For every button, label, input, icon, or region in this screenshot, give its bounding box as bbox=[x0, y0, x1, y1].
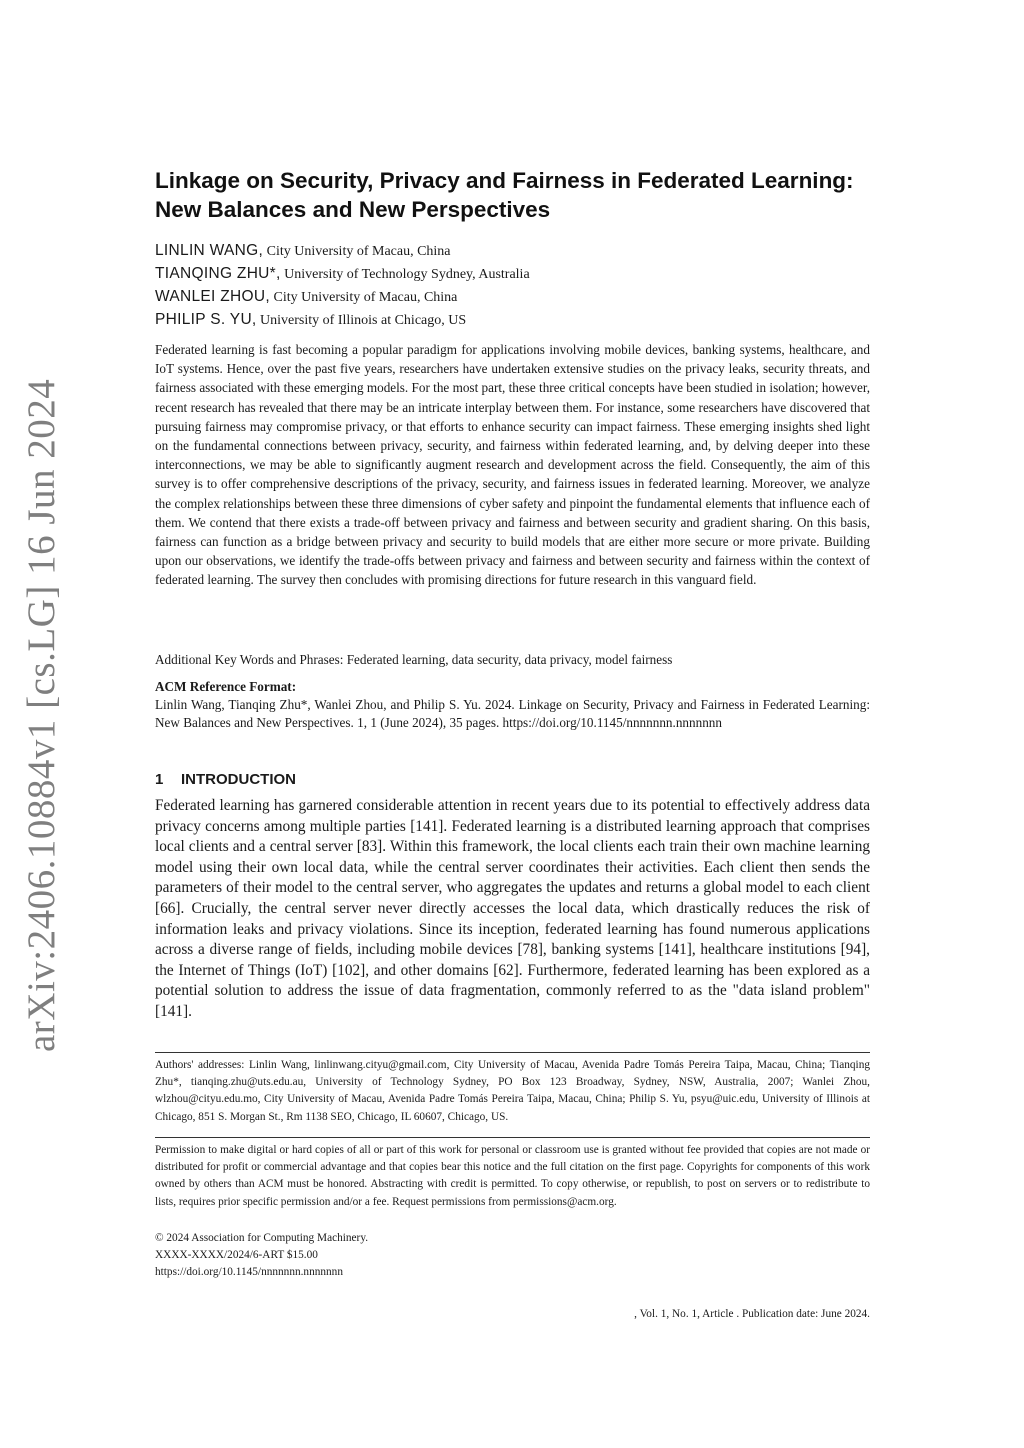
permissions-notice: Permission to make digital or hard copies of all or part of this work for personal or classroom use is granted without fee provided that copies are not made or distributed for profit or commercial advantage and that copies bear this notice and the full citation on the first page. Copyrights for components of this work owned by others than ACM must be honored. Abstracting with credit is permitted. To copy otherwise, or republish, to post on servers or to redistribute to lists, requires prior specific permission and/or a fee. Request permissions from permissions@acm.org. bbox=[155, 1144, 870, 1208]
section-title: INTRODUCTION bbox=[181, 771, 296, 788]
author-entry bbox=[155, 240, 870, 263]
page-footer: , Vol. 1, No. 1, Article . Publication date: June 2024. bbox=[634, 1308, 870, 1320]
section-heading bbox=[155, 771, 870, 788]
paper-title-line-2: New Balances and New Perspectives bbox=[155, 197, 551, 222]
introduction-paragraph: Federated learning has garnered considerable attention in recent years due to its potential to effectively address data privacy concerns among multiple parties [141]. Federated learning is a distributed learning approach that comprises local clients and a central server [83]. Within this framework, the local clients each train their own machine learning model using their own local data, while the central server coordinates their activities. Each client then sends the parameters of their model to the central server, who aggregates the updates and returns a global model to each client [66]. Crucially, the central server never directly accesses the local data, which drastically reduces the risk of information leaks and privacy violations. Since its inception, federated learning has found numerous applications across a diverse range of fields, including mobile devices [78], banking systems [141], healthcare institutions [94], the Internet of Things (IoT) [102], and other domains [62]. Furthermore, federated learning has been explored as a potential solution to address the issue of data fragmentation, commonly referred to as the "data island problem" [141]. bbox=[155, 797, 870, 1020]
author-affiliation: University of Illinois at Chicago, US bbox=[256, 313, 467, 328]
author-entry bbox=[155, 309, 870, 332]
paper-title bbox=[155, 166, 870, 224]
author-entry bbox=[155, 286, 870, 309]
acm-reference-text: Linlin Wang, Tianqing Zhu*, Wanlei Zhou, and Philip S. Yu. 2024. Linkage on Security, Privacy and Fairness in Federated Learning: New Balances and New Perspectives. 1, 1 (June 2024), 35 pages. https://doi.org/10.1145/nnnnnnn.nnnnnnn bbox=[155, 697, 870, 731]
author-entry bbox=[155, 263, 870, 286]
abstract: Federated learning is fast becoming a popular paradigm for applications involving mobile devices, banking systems, healthcare, and IoT systems. Hence, over the past five years, researchers have undertaken extensive studies on the privacy leaks, security threats, and fairness associated with these emerging models. For the most part, these three critical concepts have been studied in isolation; however, recent research has revealed that there may be an intricate interplay between them. For instance, some researchers have discovered that pursuing fairness may compromise privacy, or that efforts to enhance security can impact fairness. These emerging insights shed light on the fundamental connections between privacy, security, and fairness within federated learning, and, by delving deeper into these interconnections, we may be able to significantly augment research and development across the field. Consequently, the aim of this survey is to offer comprehensive descriptions of the privacy, security, and fairness issues in federated learning. Moreover, we analyze the complex relationships between these three dimensions of cyber safety and pinpoint the fundamental elements that influence each of them. We contend that there exists a trade-off between privacy and fairness and between security and gradient sharing. On this basis, fairness can function as a bridge between privacy and security to build models that are either more secure or more private. Building upon our observations, we identify the trade-offs between privacy and fairness and between security and fairness within the context of federated learning. The survey then concludes with promising directions for future research in this vanguard field. bbox=[155, 342, 870, 588]
author-name: WANLEI ZHOU, bbox=[155, 288, 270, 305]
acm-reference-label: ACM Reference Format: bbox=[155, 679, 297, 694]
author-name: PHILIP S. YU, bbox=[155, 311, 257, 328]
author-affiliation: University of Technology Sydney, Australia bbox=[280, 267, 530, 282]
copyright-line: © 2024 Association for Computing Machinery. bbox=[155, 1232, 369, 1244]
section-number: 1 bbox=[155, 771, 164, 788]
doi-link[interactable]: https://doi.org/10.1145/nnnnnnn.nnnnnnn bbox=[155, 1266, 343, 1279]
author-affiliation: City University of Macau, China bbox=[269, 290, 458, 305]
authors-addresses: Authors' addresses: Linlin Wang, linlinwang.cityu@gmail.com, City University of Macau, Avenida Padre Tomás Pereira Taipa, Macau, China; Tianqing Zhu*, tianqing.zhu@uts.edu.au, University of Technology Sydney, PO Box 123 Broadway, Sydney, NSW, Australia, 2007; Wanlei Zhou, wlzhou@cityu.edu.mo, City University of Macau, Avenida Padre Tomás Pereira Taipa, Macau, China; Philip S. Yu, psyu@uic.edu, University of Illinois at Chicago, 851 S. Morgan St., Rm 1138 SEO, Chicago, IL 60607, Chicago, US. bbox=[155, 1059, 870, 1123]
author-name: TIANQING ZHU*, bbox=[155, 265, 281, 282]
author-list bbox=[155, 240, 870, 332]
paper-title-line-1: Linkage on Security, Privacy and Fairness in Federated Learning: bbox=[155, 168, 854, 193]
author-name: LINLIN WANG, bbox=[155, 242, 264, 259]
arxiv-identifier-stamp: arXiv:2406.10884v1 [cs.LG] 16 Jun 2024 bbox=[20, 378, 63, 1052]
divider bbox=[155, 1052, 870, 1053]
divider bbox=[155, 1137, 870, 1138]
keywords: Additional Key Words and Phrases: Federated learning, data security, data privacy, model fairness bbox=[155, 652, 673, 667]
issn-line: XXXX-XXXX/2024/6-ART $15.00 bbox=[155, 1249, 318, 1262]
acm-reference-format bbox=[155, 678, 870, 733]
author-affiliation: City University of Macau, China bbox=[263, 244, 451, 259]
publication-info bbox=[155, 1230, 870, 1282]
